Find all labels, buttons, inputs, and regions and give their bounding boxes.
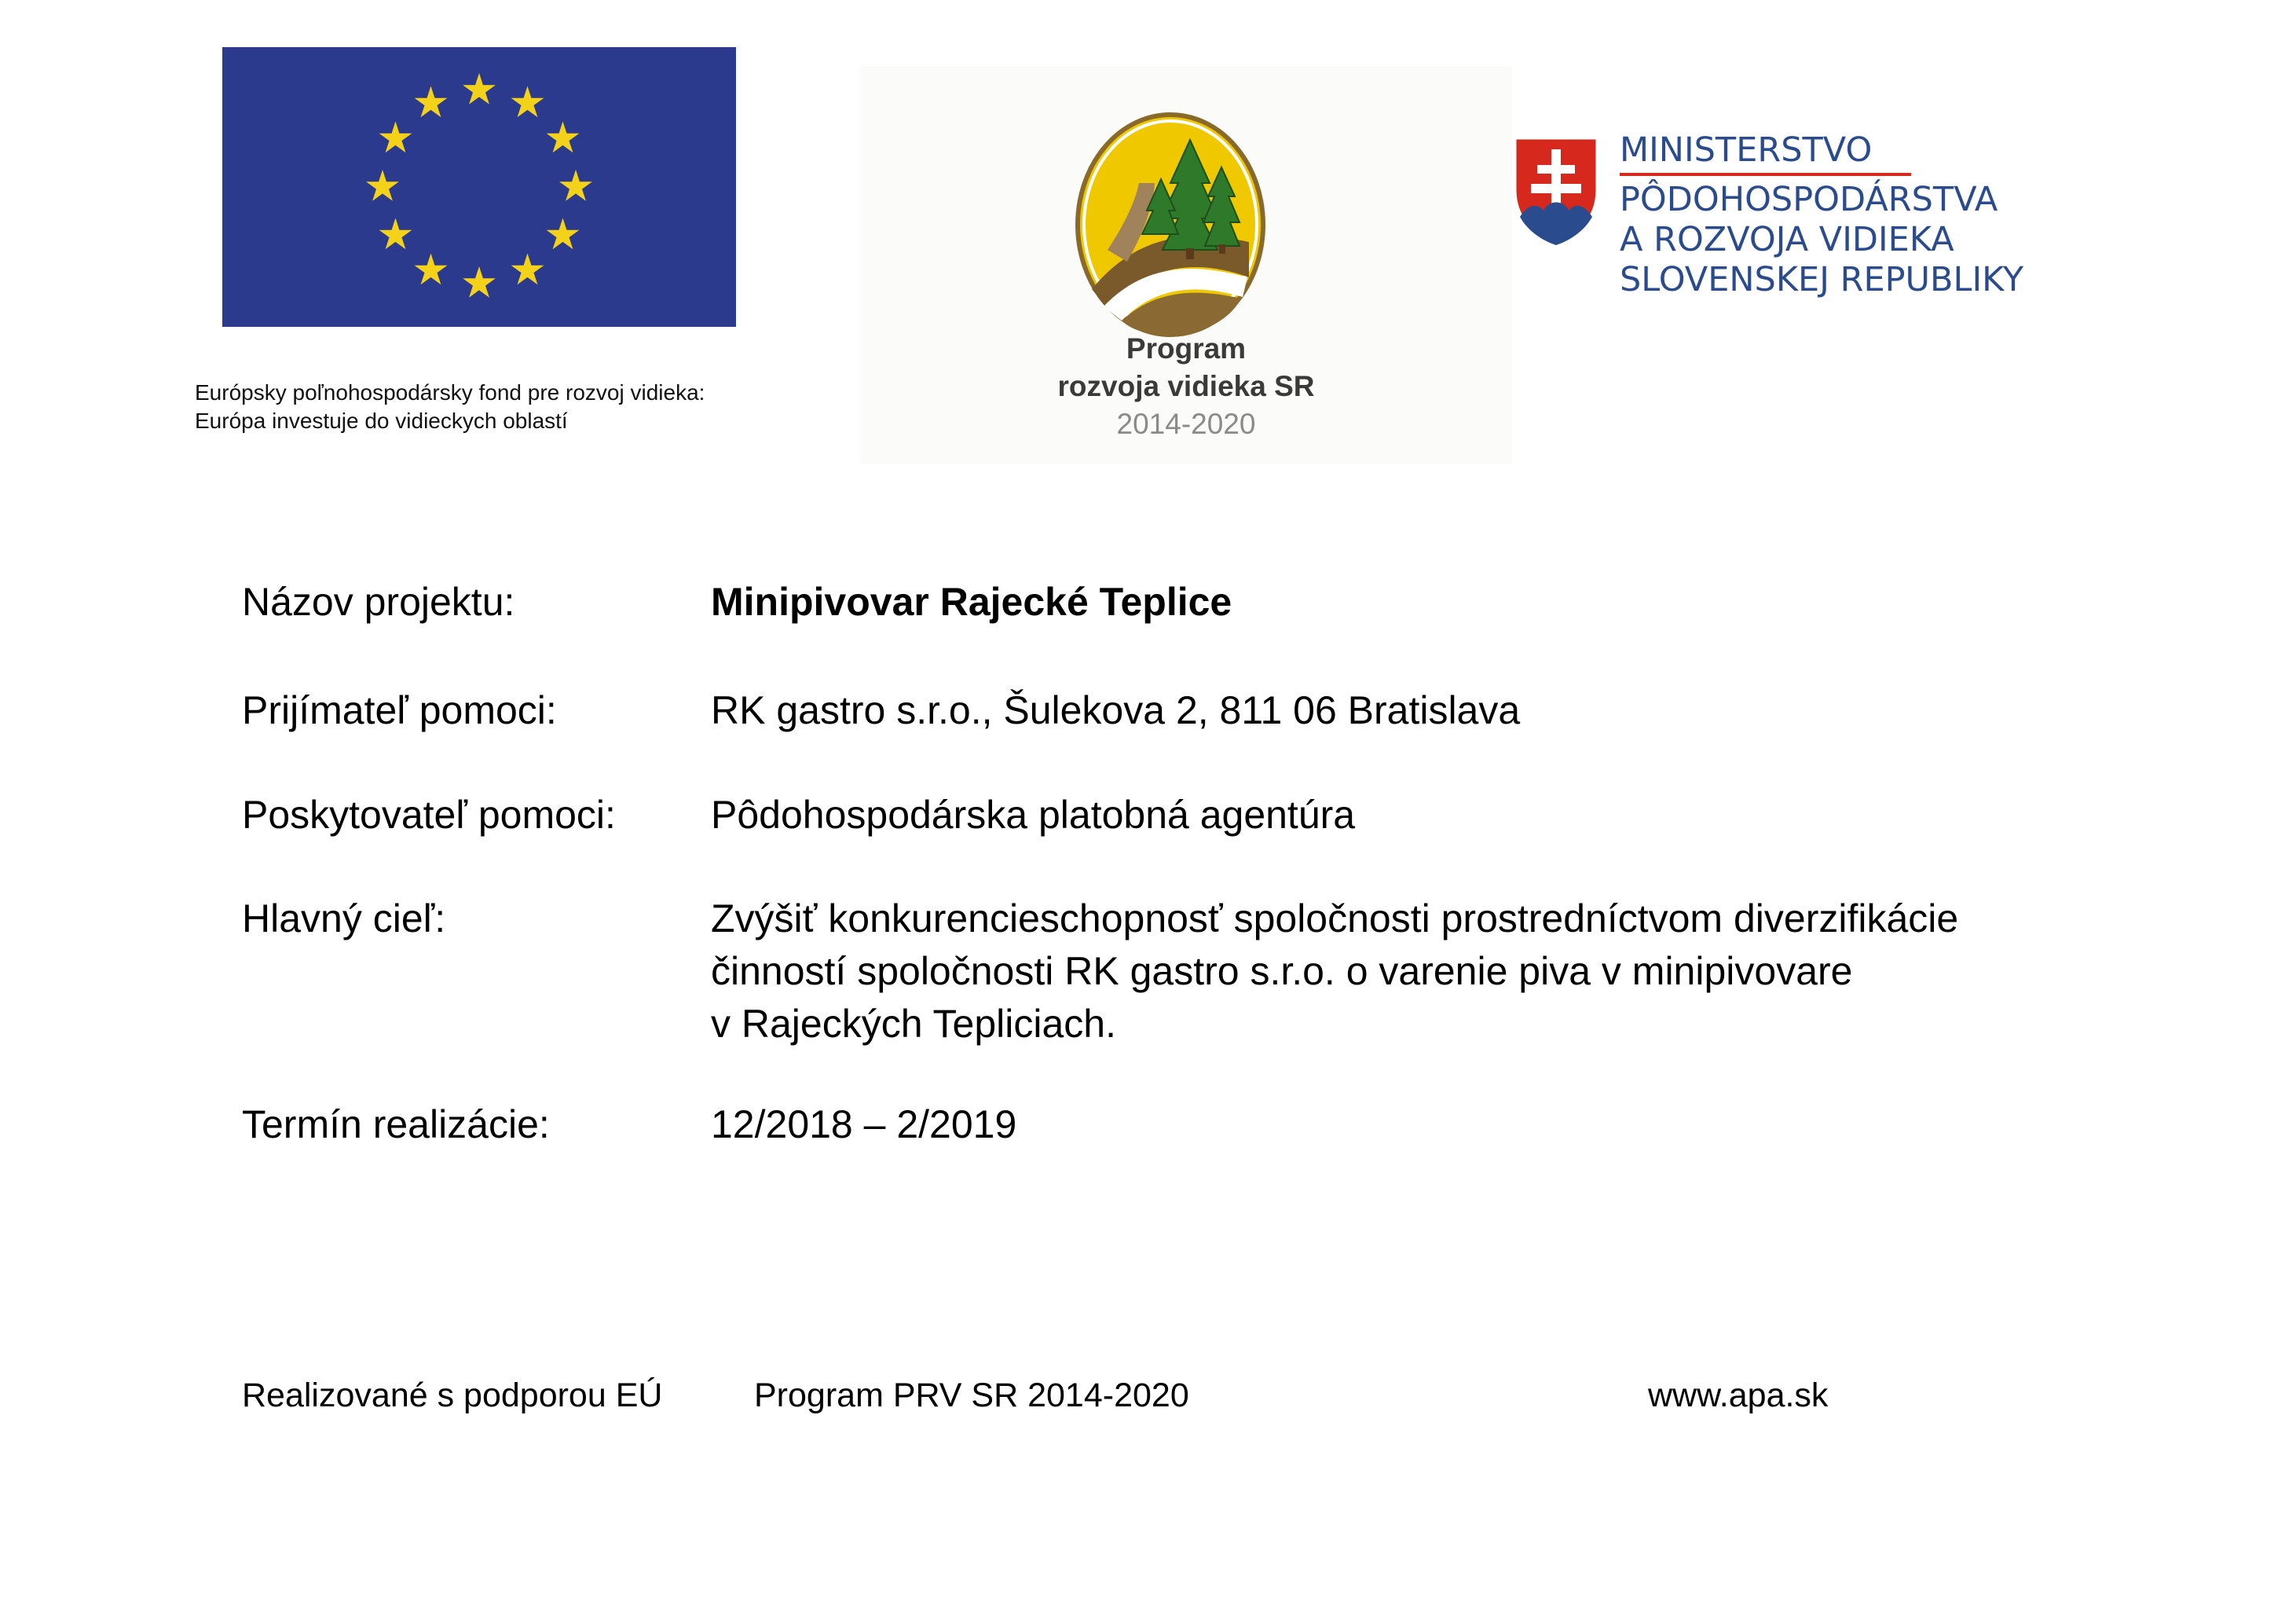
- recipient-label: Prijímateľ pomoci:: [242, 688, 557, 732]
- project-name-label: Názov projektu:: [242, 580, 515, 624]
- term-label: Termín realizácie:: [242, 1102, 550, 1146]
- eu-caption-line: Európsky poľnohospodársky fond pre rozvoj vidieka:: [195, 380, 705, 405]
- footer-program-text: Program PRV SR 2014-2020: [754, 1377, 1189, 1414]
- footer-support-text: Realizované s podporou EÚ: [242, 1377, 663, 1414]
- program-subtitle: rozvoja vidieka SR: [1057, 370, 1315, 402]
- goal-line: v Rajeckých Tepliciach.: [711, 1002, 1116, 1046]
- program-years: 2014-2020: [1116, 408, 1256, 440]
- eu-fund-caption: [195, 379, 902, 435]
- provider-label: Poskytovateľ pomoci:: [242, 793, 616, 837]
- project-name-value: Minipivovar Rajecké Teplice: [711, 580, 1232, 624]
- ministry-line: A ROZVOJA VIDIEKA: [1620, 220, 1954, 259]
- term-value: 12/2018 – 2/2019: [711, 1102, 1017, 1146]
- eu-caption-line: Európa investuje do vidieckych oblastí: [195, 409, 568, 433]
- ministry-line: SLOVENSKEJ REPUBLIKY: [1620, 260, 2024, 299]
- slovak-crest-icon: [1512, 135, 1600, 247]
- recipient-value: RK gastro s.r.o., Šulekova 2, 811 06 Bratislava: [711, 688, 1521, 732]
- program-title: Program: [1126, 332, 1247, 365]
- goal-line: činností spoločnosti RK gastro s.r.o. o varenie piva v minipivovare: [711, 949, 1853, 993]
- provider-value: Pôdohospodárska platobná agentúra: [711, 793, 1356, 837]
- program-emblem-icon: [1060, 108, 1280, 344]
- eu-flag-icon: [222, 47, 736, 327]
- ministry-logo-text: [1620, 130, 2023, 300]
- ministry-line: PÔDOHOSPODÁRSTVA: [1620, 180, 1998, 219]
- program-logo-text: [958, 330, 1414, 443]
- goal-line: Zvýšiť konkurencieschopnosť spoločnosti prostredníctvom diverzifikácie: [711, 896, 1959, 940]
- ministry-line: MINISTERSTVO: [1620, 130, 1873, 170]
- footer-website-link[interactable]: www.apa.sk: [1648, 1377, 1829, 1414]
- goal-label: Hlavný cieľ:: [242, 896, 446, 940]
